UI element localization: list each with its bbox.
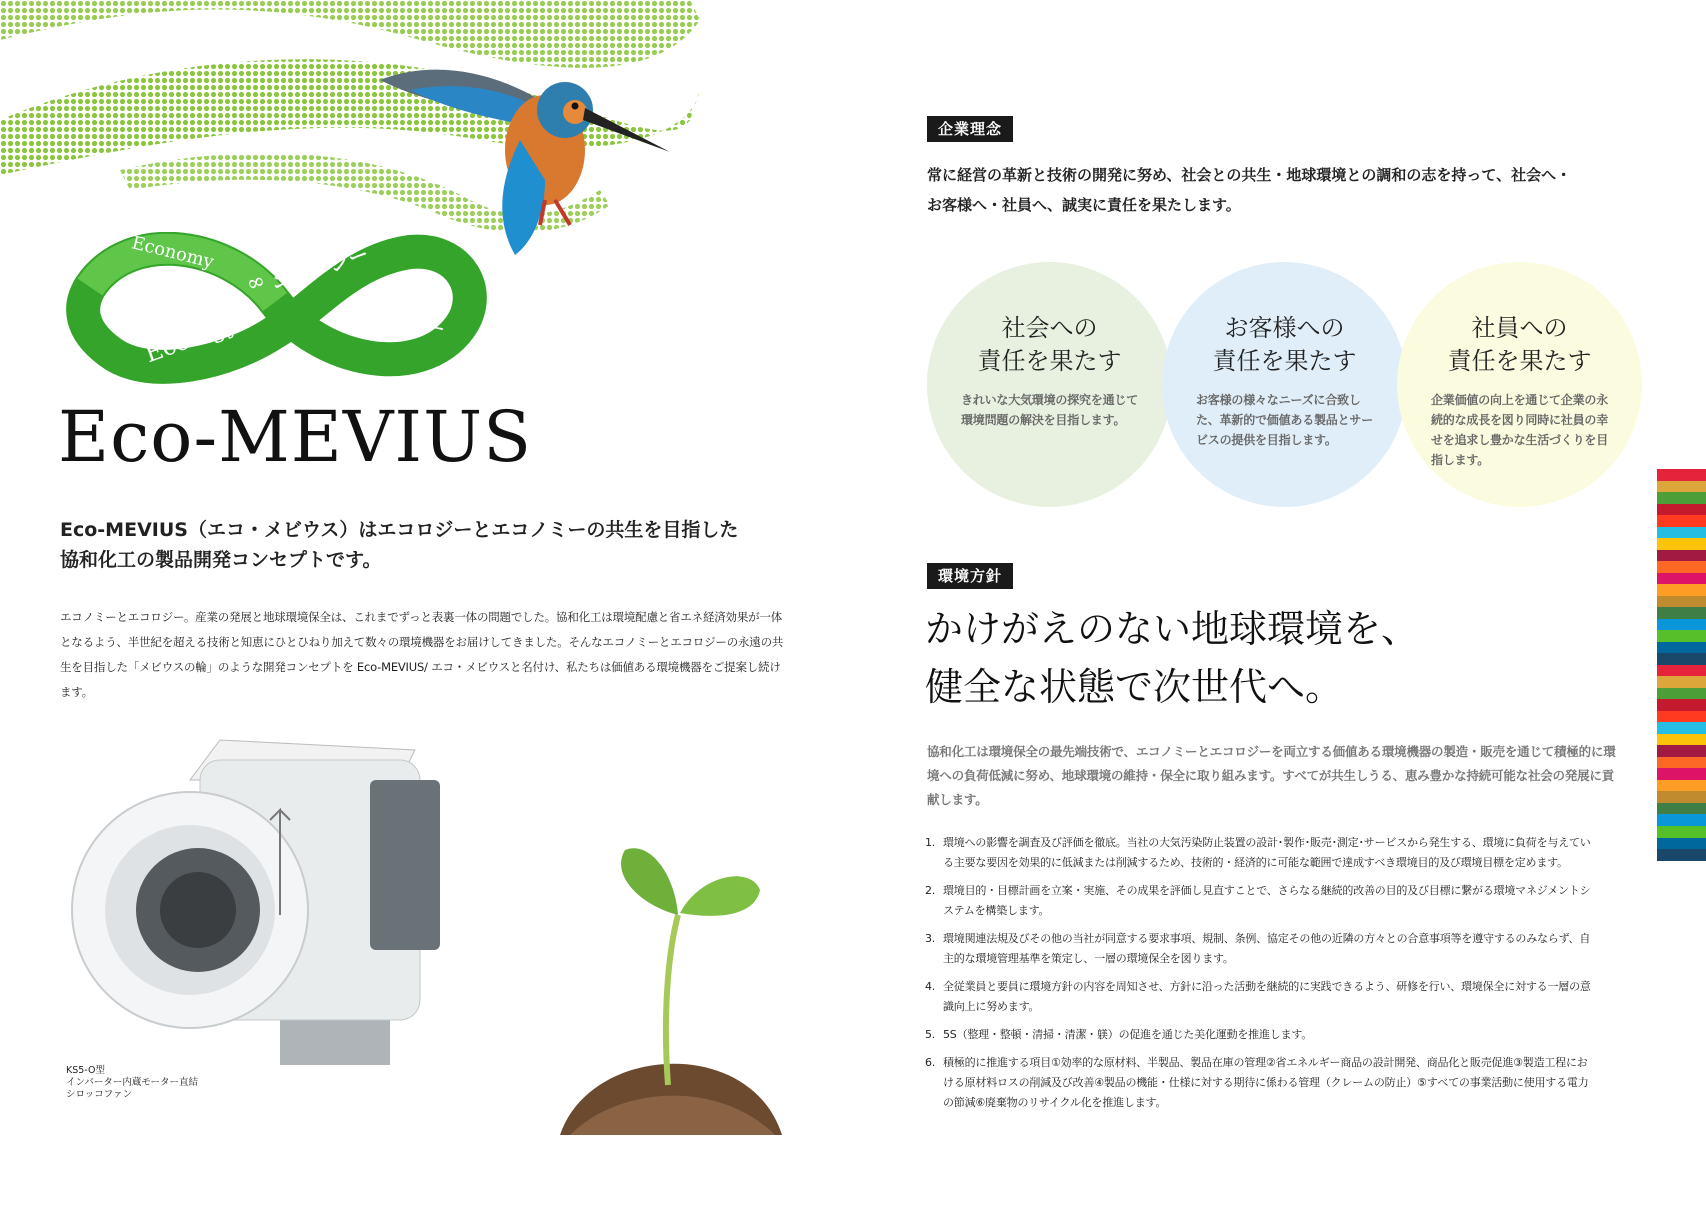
policy-number: 2. bbox=[925, 884, 936, 897]
circle-society-body: きれいな大気環境の探究を通じて環境問題の解決を目指します。 bbox=[961, 393, 1139, 427]
circle-employee-title: 社員への 責任を果たす bbox=[1447, 314, 1592, 375]
sdg-stripe bbox=[1657, 653, 1706, 665]
circle-customer-body: お客様の様々なニーズに合致した、革新的で価値ある製品とサービスの提供を目指します。 bbox=[1196, 393, 1374, 447]
sdg-stripe bbox=[1657, 515, 1706, 527]
page-title: Eco-MEVIUS bbox=[58, 396, 533, 478]
sdg-stripe bbox=[1657, 803, 1706, 815]
sdg-stripe bbox=[1657, 607, 1706, 619]
sdg-stripe bbox=[1657, 561, 1706, 573]
environment-body-text: 協和化工は環境保全の最先端技術で、エコノミーとエコロジーを両立する価値ある環境機器の製造・販売を通じて積極的に環境への負荷低減に努め、地球環境の維持・保全に取り組みます。すべてが共生しうる、恵み豊かな持続可能な社会の発展に貢献します。 bbox=[927, 744, 1616, 807]
philosophy-text: 常に経営の革新と技術の開発に努め、社会との共生・地球環境との調和の志を持って、社会へ・ お客様へ・社員へ、誠実に責任を果たします。 bbox=[927, 166, 1572, 214]
kingfisher-image bbox=[370, 40, 680, 260]
circle-employee bbox=[1397, 262, 1642, 507]
sdg-stripe bbox=[1657, 745, 1706, 757]
sirocco-fan-image bbox=[70, 720, 490, 1070]
sdg-stripe bbox=[1657, 814, 1706, 826]
sdg-stripe bbox=[1657, 734, 1706, 746]
sdg-stripe bbox=[1657, 527, 1706, 539]
sdg-stripe bbox=[1657, 849, 1706, 861]
sdg-stripe bbox=[1657, 711, 1706, 723]
sdg-stripe bbox=[1657, 780, 1706, 792]
policy-number: 5. bbox=[925, 1028, 936, 1041]
mobius-ecology-jp-text: エコロジー bbox=[269, 241, 372, 296]
policy-number: 1. bbox=[925, 836, 936, 849]
environment-headline: かけがえのない地球環境を、 健全な状態で次世代へ。 bbox=[925, 607, 1420, 709]
circle-customer bbox=[1162, 262, 1407, 507]
policy-text: 積極的に推進する項目①効率的な原材料、半製品、製品在庫の管理②省エネルギー商品の設計開発、商品化と販売促進③製造工程における原材料ロスの削減及び改善④製品の機能・仕様に対する期待に係わる管理（クレームの防止）⑤すべての事業活動に使用する電力の節減⑥廃棄物のリサイクル化を推進します。 bbox=[943, 1056, 1589, 1109]
sdg-color-stripe-bar bbox=[1657, 469, 1706, 861]
philosophy-label: 企業理念 bbox=[927, 116, 1013, 142]
policy-text: 環境への影響を調査及び評価を徹底。当社の大気汚染防止装置の設計･製作･販売･測定･サービスから発生する、環境に負荷を与えている主要な要因を効果的に低減または削減するため、技術的・経済的に可能な範囲で達成すべき環境目的及び環境目標を定めます。 bbox=[943, 836, 1591, 869]
fan-caption: KS5-O型 インバーター内蔵モーター直結 シロッコファン bbox=[66, 1065, 198, 1100]
concept-lead-text: Eco-MEVIUS（エコ・メビウス）はエコロジーとエコノミーの共生を目指した協和化工の製品開発コンセプトです。 bbox=[60, 519, 739, 571]
sdg-stripe bbox=[1657, 481, 1706, 493]
mobius-economy-jp-text: エコノミー bbox=[359, 303, 447, 341]
environment-policy-list bbox=[925, 833, 1595, 1121]
mobius-infinity-text: ∞ bbox=[243, 268, 269, 298]
sdg-stripe bbox=[1657, 757, 1706, 769]
mobius-ecology-text: Ecology bbox=[141, 308, 242, 369]
sdg-stripe bbox=[1657, 538, 1706, 550]
sdg-stripe bbox=[1657, 550, 1706, 562]
sdg-stripe bbox=[1657, 722, 1706, 734]
sprout-image bbox=[550, 835, 790, 1170]
policy-item bbox=[925, 1053, 1595, 1113]
sdg-stripe bbox=[1657, 826, 1706, 838]
sdg-stripe bbox=[1657, 699, 1706, 711]
sdg-stripe bbox=[1657, 642, 1706, 654]
sdg-stripe bbox=[1657, 838, 1706, 850]
policy-number: 6. bbox=[925, 1056, 936, 1069]
policy-text: 全従業員と要員に環境方針の内容を周知させ、方針に沿った活動を継続的に実践できるよう、研修を行い、環境保全に対する一層の意識向上に努めます。 bbox=[943, 980, 1591, 1013]
sdg-stripe bbox=[1657, 630, 1706, 642]
policy-number: 3. bbox=[925, 932, 936, 945]
policy-text: 環境関連法規及びその他の当社が同意する要求事項、規制、条例、協定その他の近隣の方々との合意事項等を遵守するのみならず、自主的な環境管理基準を策定し、一層の環境保全を図ります。 bbox=[943, 932, 1591, 965]
sdg-stripe bbox=[1657, 688, 1706, 700]
policy-item bbox=[925, 833, 1595, 873]
circle-employee-body: 企業価値の向上を通じて企業の永続的な成長を図り同時に社員の幸せを追求し豊かな生活づくりを目指します。 bbox=[1431, 393, 1609, 467]
policy-item bbox=[925, 977, 1595, 1017]
sdg-stripe bbox=[1657, 791, 1706, 803]
sdg-stripe bbox=[1657, 619, 1706, 631]
sdg-stripe bbox=[1657, 469, 1706, 481]
environment-label: 環境方針 bbox=[927, 563, 1013, 589]
policy-text: 環境目的・目標計画を立案・実施、その成果を評価し見直すことで、さらなる継続的改善の目的及び目標に繋がる環境マネジメントシステムを構築します。 bbox=[943, 884, 1591, 917]
sdg-stripe bbox=[1657, 768, 1706, 780]
circle-customer-title: お客様への 責任を果たす bbox=[1212, 314, 1357, 375]
sdg-stripe bbox=[1657, 676, 1706, 688]
policy-item bbox=[925, 929, 1595, 969]
policy-item bbox=[925, 1025, 1595, 1045]
sdg-stripe bbox=[1657, 665, 1706, 677]
sdg-stripe bbox=[1657, 492, 1706, 504]
concept-body-text: エコノミーとエコロジー。産業の発展と地球環境保全は、これまでずっと表裏一体の問題でした。協和化工は環境配慮と省エネ経済効果が一体となるよう、半世紀を超える技術と知恵にひとひねり加えて数々の環境機器をお届けしてきました。そんなエコノミーとエコロジーの永遠の共生を目指した「メビウスの輪」のような開発コンセプトを Eco-MEVIUS/ エコ・メビウスと名付け、私たちは価値ある環境機器をご提案し続けます。 bbox=[60, 610, 784, 699]
sdg-stripe bbox=[1657, 596, 1706, 608]
policy-text: 5S（整理・整頓・清掃・清潔・躾）の促進を通じた美化運動を推進します。 bbox=[943, 1028, 1313, 1041]
sdg-stripe bbox=[1657, 504, 1706, 516]
policy-number: 4. bbox=[925, 980, 936, 993]
sdg-stripe bbox=[1657, 573, 1706, 585]
policy-item bbox=[925, 881, 1595, 921]
circle-society bbox=[927, 262, 1172, 507]
mobius-economy-text: Economy bbox=[129, 232, 216, 273]
circle-society-title: 社会への 責任を果たす bbox=[977, 314, 1122, 375]
eco-mevius-mobius-logo bbox=[60, 232, 490, 392]
sdg-stripe bbox=[1657, 584, 1706, 596]
